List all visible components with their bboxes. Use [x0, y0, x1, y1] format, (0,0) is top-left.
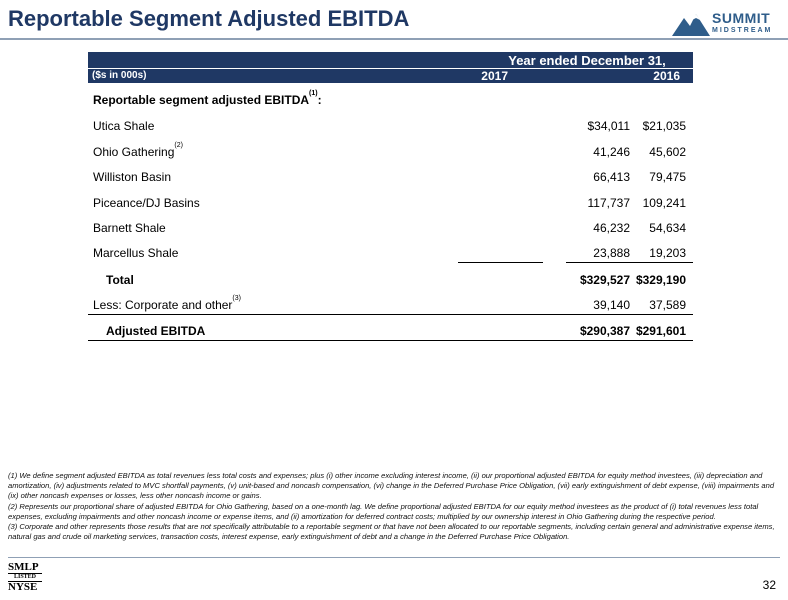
value-2017: 39,140: [593, 298, 630, 312]
value-2017: $290,387: [579, 324, 630, 338]
logo-subtitle: MIDSTREAM: [712, 27, 773, 34]
value-2017: 117,737: [587, 196, 630, 210]
value-2017: $329,527: [579, 273, 630, 287]
value-2016: 79,475: [649, 170, 686, 184]
year-header: Year ended December 31,: [508, 53, 666, 68]
subtotal-rule-2016: [566, 262, 693, 263]
ticker-exchange: NYSE: [8, 581, 38, 593]
value-2016: 45,602: [649, 145, 686, 159]
row-label: Less: Corporate and other: [93, 298, 233, 312]
ticker-listed: LISTED: [8, 573, 42, 582]
value-2016: 54,634: [649, 221, 686, 235]
less-corporate-row: Less: Corporate and other$^{(3)}$ 39,140 37,589: [93, 295, 686, 312]
row-label: Utica Shale: [93, 119, 155, 133]
column-header-2016: 2016: [653, 69, 680, 83]
value-2016: 109,241: [642, 196, 686, 210]
value-2016: $21,035: [642, 119, 686, 133]
row-label: Williston Basin: [93, 170, 172, 184]
total-row: [88, 270, 693, 292]
table-row: [88, 167, 693, 189]
footer-divider: [8, 557, 780, 558]
section-heading-row: [88, 90, 693, 112]
value-2017: 46,232: [593, 221, 630, 235]
footnotes: [8, 471, 780, 542]
unit-label: ($s in 000s): [92, 70, 147, 81]
ticker-symbol: SMLP: [8, 561, 39, 573]
table-row: Ohio Gathering$^{(2)}$ 41,246 45,602: [93, 142, 686, 159]
table-row: [88, 116, 693, 138]
table-row: [88, 193, 693, 215]
table-header-year-row: [88, 52, 693, 68]
section-heading: Reportable segment adjusted EBITDA$^{(1)}$:: [93, 90, 322, 107]
row-label: Marcellus Shale: [93, 246, 179, 260]
footnote-3: (3) Corporate and other represents those results that are not specifically attributable to a reportable segment or that have not been allocated to our reportable segments, including certain general and administrative expense items, natural gas and crude oil marketing services, transaction costs, interest expense, early extinguishment of debt and a change in the Deferred Purchase Price Obligation.: [8, 522, 775, 542]
row-label: Adjusted EBITDA: [106, 324, 206, 338]
value-2017: 23,888: [593, 246, 630, 260]
row-label: Total: [106, 273, 134, 287]
value-2017: $34,011: [587, 119, 630, 133]
value-2016: 37,589: [649, 298, 686, 312]
table-row: [88, 218, 693, 240]
value-2016: 19,203: [649, 246, 686, 260]
value-2017: 66,413: [593, 170, 630, 184]
row-label: Ohio Gathering: [93, 145, 175, 159]
value-2016: $329,190: [635, 273, 686, 287]
adjusted-top-rule: [88, 314, 693, 315]
table-header-columns-row: [88, 68, 693, 83]
value-2017: 41,246: [593, 145, 630, 159]
value-2016: $291,601: [635, 324, 686, 338]
company-logo: [672, 6, 780, 40]
logo-name: SUMMIT: [712, 10, 771, 26]
footnote-2: (2) Represents our proportional share of adjusted EBITDA for Ohio Gathering, based on a one-month lag. We define proportional adjusted EBITDA for our equity method investees as the product of (i) total revenues less total expenses, excluding impairments and other noncash income or expense items, and (ii) amortization for deferred contract costs; multiplied by our ownership interest in Ohio Gathering during the respective period.: [8, 501, 759, 521]
footnote-1: (1) We define segment adjusted EBITDA as total revenues less total costs and expenses; plus (i) other income excluding interest income, (ii) our proportional adjusted EBITDA for equity method investees, (iii) depreciation and amortization, (iv) adjustments related to MVC shortfall payments, (v) unit-based and noncash compensation, (vi) change in the Deferred Purchase Price Obligation, (vii) early extinguishment of debt expense, (viii) impairments and (ix) other noncash expenses or losses, less other noncash income or gains.: [8, 471, 775, 501]
title-divider: [0, 38, 788, 40]
column-header-2017: 2017: [481, 69, 508, 83]
row-label: Barnett Shale: [93, 221, 166, 235]
mountain-icon: [672, 10, 710, 36]
adjusted-bottom-rule: [88, 340, 693, 341]
page-number: 32: [762, 578, 776, 592]
row-label: Piceance/DJ Basins: [93, 196, 200, 210]
page-title: Reportable Segment Adjusted EBITDA: [8, 6, 410, 31]
nyse-ticker-logo: [8, 562, 42, 593]
subtotal-rule-2017: [458, 262, 543, 263]
